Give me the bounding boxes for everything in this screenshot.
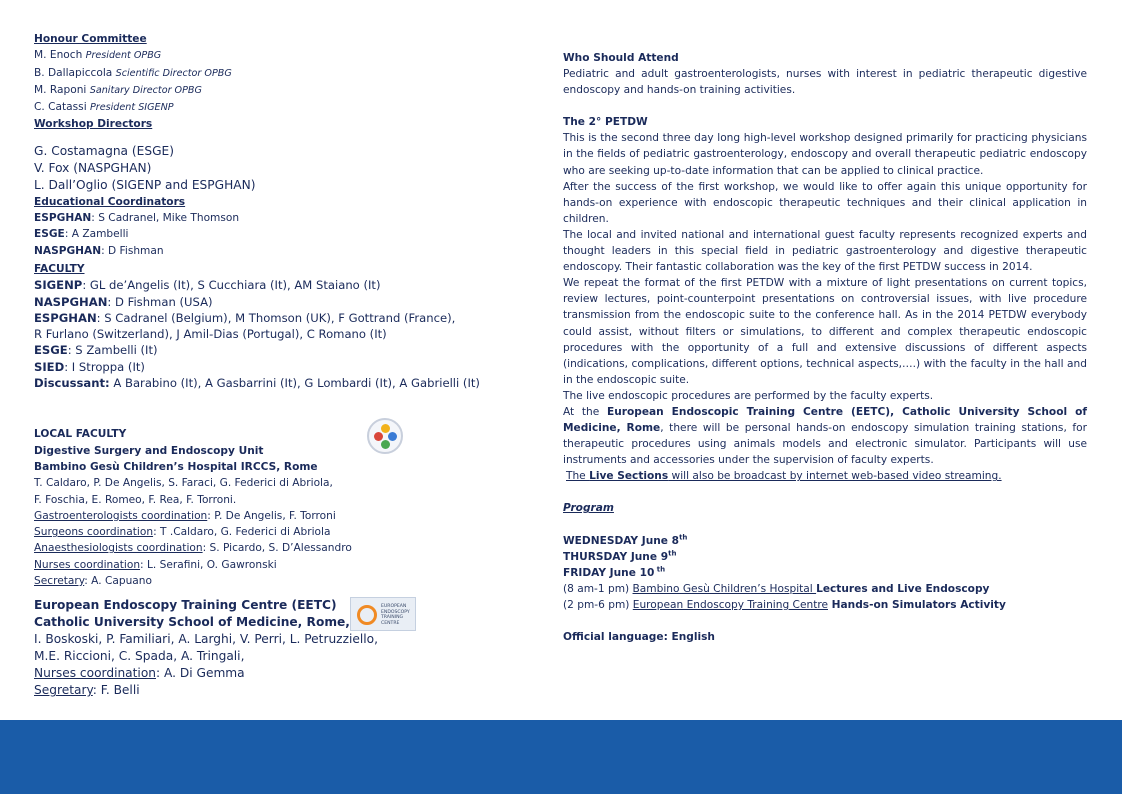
honour-committee-title: Honour Committee: [34, 33, 147, 45]
program-day-label: WEDNESDAY June 8: [563, 534, 680, 547]
coordination-label: Secretary: [34, 575, 85, 588]
faculty-row: [34, 375, 504, 391]
coordination-row: [34, 573, 504, 589]
program-days: [563, 533, 1087, 581]
coordination-label: Anaesthesiologists coordination: [34, 542, 203, 555]
eetc-nurses-line: [34, 665, 504, 682]
local-faculty-title: LOCAL FACULTY: [34, 428, 127, 441]
workshop-director: L. Dall’Oglio (SIGENP and ESPGHAN): [34, 177, 256, 192]
schedule-1-activity: Lectures and Live Endoscopy: [816, 582, 990, 595]
streaming-suffix: will also be broadcast by internet web-based video streaming.: [668, 470, 1002, 483]
program-day-suffix: th: [654, 565, 666, 574]
local-faculty-names-2: F. Foschia, E. Romeo, F. Rea, F. Torroni.: [34, 493, 237, 506]
eetc-title-1: European Endoscopy Training Centre (EETC): [34, 598, 337, 613]
faculty-names: : S Cadranel (Belgium), M Thomson (UK), F Gottrand (France),: [96, 310, 456, 325]
faculty-society: ESPGHAN: [34, 310, 97, 325]
coordinator-society: ESGE: [34, 228, 65, 241]
schedule-2-activity: Hands-on Simulators Activity: [827, 598, 1006, 611]
petdw-paragraph-4: We repeat the format of the first PETDW with a mixture of light presentations on current topics, review lectures, point-counterpoint presentations on controversial issues, with live procedure transmission from the endoscopic suite to the conference hall. As in the 2014 PETDW everybody could assist, without filters or simulations, to different and complex therapeutic endoscopic procedures with the opportunity of a full and extensive discussions of different aspects (indications, complications, different options, technical aspects,….) with the faculty in the hall and in the endoscopic suite.: [563, 277, 1087, 386]
coordinator-names: : A Zambelli: [64, 228, 129, 241]
faculty-names: : I Stroppa (It): [64, 359, 145, 374]
eetc-title-2: Catholic University School of Medicine, Rome,: [34, 615, 350, 630]
honour-member-role: President SIGENP: [90, 102, 174, 114]
honour-committee-list: [34, 47, 504, 116]
coordinator-society: NASPGHAN: [34, 244, 102, 257]
eetc-nurses-text: : A. Di Gemma: [156, 666, 245, 681]
streaming-link[interactable]: [563, 468, 1087, 484]
honour-member: [34, 47, 504, 64]
honour-member-role: Sanitary Director OPBG: [89, 84, 202, 96]
educational-coordinator: [34, 226, 504, 242]
honour-member: [34, 82, 504, 99]
faculty-list: [34, 277, 504, 391]
faculty-names: R Furlano (Switzerland), J Amil-Dias (Portugal), C Romano (It): [34, 327, 387, 342]
coordinator-names: : S Cadranel, Mike Thomson: [91, 212, 240, 225]
eetc-names-2: M.E. Riccioni, C. Spada, A. Tringali,: [34, 649, 245, 664]
faculty-society: Discussant:: [34, 376, 110, 391]
eetc-intro: At the: [563, 405, 607, 418]
coordination-row: [34, 524, 504, 540]
coordination-names: : L. Serafini, O. Gawronski: [140, 558, 277, 571]
petdw-paragraph-3: The local and invited national and international guest faculty represents recognized experts and thought leaders in this special field in pediatric gastroenterology and digestive therapeutic endoscopy. Their fantastic collaboration was the key of the first PETDW success in 2014.: [563, 228, 1087, 274]
who-should-attend-text: Pediatric and adult gastroenterologists, nurses with interest in pediatric therapeutic digestive endoscopy and hands-on training activities.: [563, 68, 1087, 97]
workshop-directors-list: [34, 143, 504, 194]
schedule-2-place: European Endoscopy Training Centre: [632, 598, 828, 611]
official-language: Official language: English: [563, 631, 715, 643]
faculty-society: SIED: [34, 359, 65, 374]
petdw-paragraph-5: The live endoscopic procedures are performed by the faculty experts.: [563, 389, 934, 402]
eetc-name: European Endoscopic Training Centre (EETC), Catholic University School of Medicine, Rome: [563, 405, 1088, 435]
hospital-logo-icon: [367, 418, 403, 454]
workshop-director: V. Fox (NASPGHAN): [34, 160, 152, 175]
honour-member: [34, 99, 504, 116]
educational-coordinators-title: Educational Coordinators: [34, 195, 186, 208]
coordination-names: : P. De Angelis, F. Torroni: [207, 509, 336, 522]
educational-coordinator: [34, 210, 504, 226]
honour-member-role: President OPBG: [85, 50, 162, 62]
honour-member: [34, 65, 504, 82]
faculty-society: NASPGHAN: [34, 294, 108, 309]
petdw-paragraph-1: This is the second three day long high-level workshop designed primarily for practicing physicians in the fields of pediatric gastroenterology, endoscopy and overall therapeutic pediatric endoscopy who are seeking up-to-date information that can be applied to clinical practice.: [563, 132, 1087, 177]
coordination-row: [34, 540, 504, 556]
schedule-1-time: (8 am-1 pm): [563, 582, 633, 595]
program-day: [563, 549, 1087, 565]
coordinator-names: : D Fishman: [101, 244, 164, 257]
footer-bar: [0, 720, 1122, 794]
program-day-label: FRIDAY June 10: [563, 566, 655, 579]
petdw-paragraph-2: After the success of the first workshop, we would like to offer again this unique opportunity for hands-on experience with endoscopic therapeutic techniques and their clinical application in children.: [563, 180, 1087, 225]
coordination-row: [34, 557, 504, 573]
honour-member-name: C. Catassi: [34, 101, 91, 114]
coordination-row: [34, 508, 504, 524]
program-title: Program: [563, 502, 614, 515]
local-coordination-list: [34, 508, 504, 589]
eetc-logo-icon: [350, 597, 416, 631]
honour-member-name: B. Dallapiccola: [34, 66, 116, 79]
eetc-secretary-line: [34, 682, 504, 699]
honour-member-name: M. Enoch: [34, 49, 86, 62]
faculty-society: SIGENP: [34, 278, 83, 293]
program-day-label: THURSDAY June 9: [563, 550, 669, 563]
schedule-1-place: Bambino Gesù Children’s Hospital: [632, 582, 817, 595]
right-column: [563, 50, 1087, 645]
program-day: [563, 565, 1087, 581]
faculty-names: : GL de’Angelis (It), S Cucchiara (It), AM Staiano (It): [82, 278, 381, 293]
faculty-row: [34, 277, 504, 293]
educational-coordinator: [34, 243, 504, 259]
educational-coordinators-list: [34, 210, 504, 259]
honour-member-role: Scientific Director OPBG: [115, 67, 232, 79]
workshop-director: G. Costamagna (ESGE): [34, 143, 174, 158]
eetc-secretary-label: Segretary: [34, 683, 93, 698]
program-day: [563, 533, 1087, 549]
faculty-names: : D Fishman (USA): [107, 294, 213, 309]
coordination-names: : T .Caldaro, G. Federici di Abriola: [153, 526, 331, 539]
coordinator-society: ESPGHAN: [34, 212, 92, 225]
honour-member-name: M. Raponi: [34, 83, 90, 96]
petdw-paragraph-6: [563, 404, 1087, 468]
faculty-names: : S Zambelli (It): [67, 343, 158, 358]
faculty-row: [34, 326, 504, 342]
eetc-secretary-text: : F. Belli: [92, 683, 140, 698]
coordination-label: Surgeons coordination: [34, 526, 154, 539]
local-faculty-names-1: T. Caldaro, P. De Angelis, S. Faraci, G. Federici di Abriola,: [34, 477, 333, 490]
who-should-attend-title: Who Should Attend: [563, 52, 679, 64]
faculty-row: [34, 310, 504, 326]
streaming-prefix: The: [566, 470, 590, 483]
eetc-names-1: I. Boskoski, P. Familiari, A. Larghi, V. Perri, L. Petruzziello,: [34, 632, 378, 647]
schedule-line-2: [563, 597, 1087, 613]
local-faculty-unit: Digestive Surgery and Endoscopy Unit: [34, 444, 264, 457]
coordination-names: : A. Capuano: [84, 575, 152, 588]
coordination-names: : S. Picardo, S. D’Alessandro: [202, 542, 352, 555]
eetc-nurses-label: Nurses coordination: [34, 666, 156, 681]
eetc-description: , there will be personal hands-on endoscopy simulation training stations, for therapeutic procedures using animals models and electronic simulator. Participants will use instruments and accessories under the supervision of faculty experts.: [563, 422, 1087, 467]
eetc-logo-text: EUROPEAN ENDOSCOPY TRAINING CENTRE: [381, 604, 410, 626]
program-day-suffix: th: [679, 533, 688, 541]
faculty-names: A Barabino (It), A Gasbarrini (It), G Lombardi (It), A Gabrielli (It): [109, 376, 480, 391]
local-faculty-hospital: Bambino Gesù Children’s Hospital IRCCS, Rome: [34, 460, 318, 473]
schedule-line-1: [563, 581, 1087, 597]
faculty-row: [34, 342, 504, 358]
streaming-live-sections: Live Sections: [589, 470, 669, 483]
program-day-suffix: th: [668, 549, 677, 558]
schedule-2-time: (2 pm-6 pm): [563, 598, 633, 611]
workshop-directors-title: Workshop Directors: [34, 118, 153, 131]
faculty-society: ESGE: [34, 343, 68, 358]
faculty-title: FACULTY: [34, 262, 85, 275]
coordination-label: Nurses coordination: [34, 558, 141, 571]
coordination-label: Gastroenterologists coordination: [34, 509, 208, 522]
faculty-row: [34, 359, 504, 375]
petdw-title: The 2° PETDW: [563, 116, 648, 129]
faculty-row: [34, 294, 504, 310]
left-column: [34, 31, 504, 699]
